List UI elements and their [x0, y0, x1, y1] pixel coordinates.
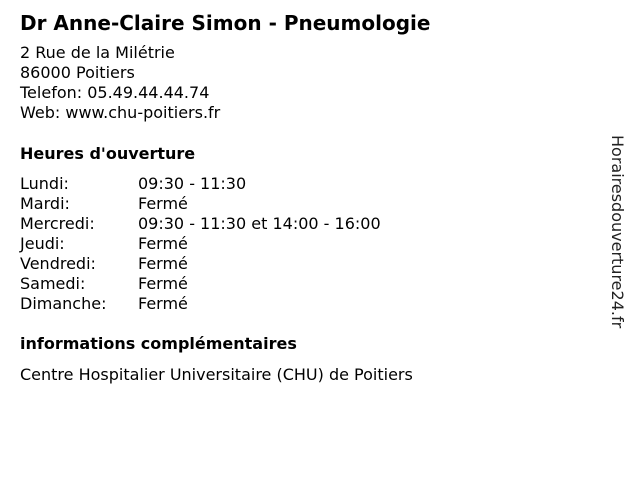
- additional-info-text: Centre Hospitalier Universitaire (CHU) de Poitiers: [20, 365, 413, 384]
- hours-row-friday: [20, 254, 381, 274]
- additional-info-heading: informations complémentaires: [20, 334, 297, 353]
- hours-value: Fermé: [138, 294, 188, 313]
- opening-hours-heading: Heures d'ouverture: [20, 144, 196, 163]
- hours-row-saturday: [20, 274, 381, 294]
- hours-row-wednesday: [20, 214, 381, 234]
- day-label: Jeudi:: [20, 234, 65, 253]
- day-label: Mardi:: [20, 194, 70, 213]
- hours-value: Fermé: [138, 274, 188, 293]
- address-block: [20, 43, 220, 123]
- day-label: Vendredi:: [20, 254, 96, 273]
- street-address: 2 Rue de la Milétrie: [20, 43, 175, 62]
- hours-value: 09:30 - 11:30 et 14:00 - 16:00: [138, 214, 381, 233]
- hours-row-tuesday: [20, 194, 381, 214]
- hours-row-monday: [20, 174, 381, 194]
- day-label: Mercredi:: [20, 214, 95, 233]
- hours-value: 09:30 - 11:30: [138, 174, 247, 193]
- hours-row-thursday: [20, 234, 381, 254]
- phone-number: Telefon: 05.49.44.44.74: [20, 83, 210, 102]
- day-label: Dimanche:: [20, 294, 107, 313]
- city-postal-code: 86000 Poitiers: [20, 63, 135, 82]
- hours-value: Fermé: [138, 254, 188, 273]
- day-label: Lundi:: [20, 174, 69, 193]
- day-label: Samedi:: [20, 274, 86, 293]
- website-link: Web: www.chu-poitiers.fr: [20, 103, 221, 122]
- hours-value: Fermé: [138, 194, 188, 213]
- opening-hours-table: [20, 174, 381, 314]
- hours-value: Fermé: [138, 234, 188, 253]
- hours-row-sunday: [20, 294, 381, 314]
- site-watermark: Horairesdouverture24.fr: [608, 135, 627, 329]
- page-title: Dr Anne-Claire Simon - Pneumologie: [20, 11, 431, 35]
